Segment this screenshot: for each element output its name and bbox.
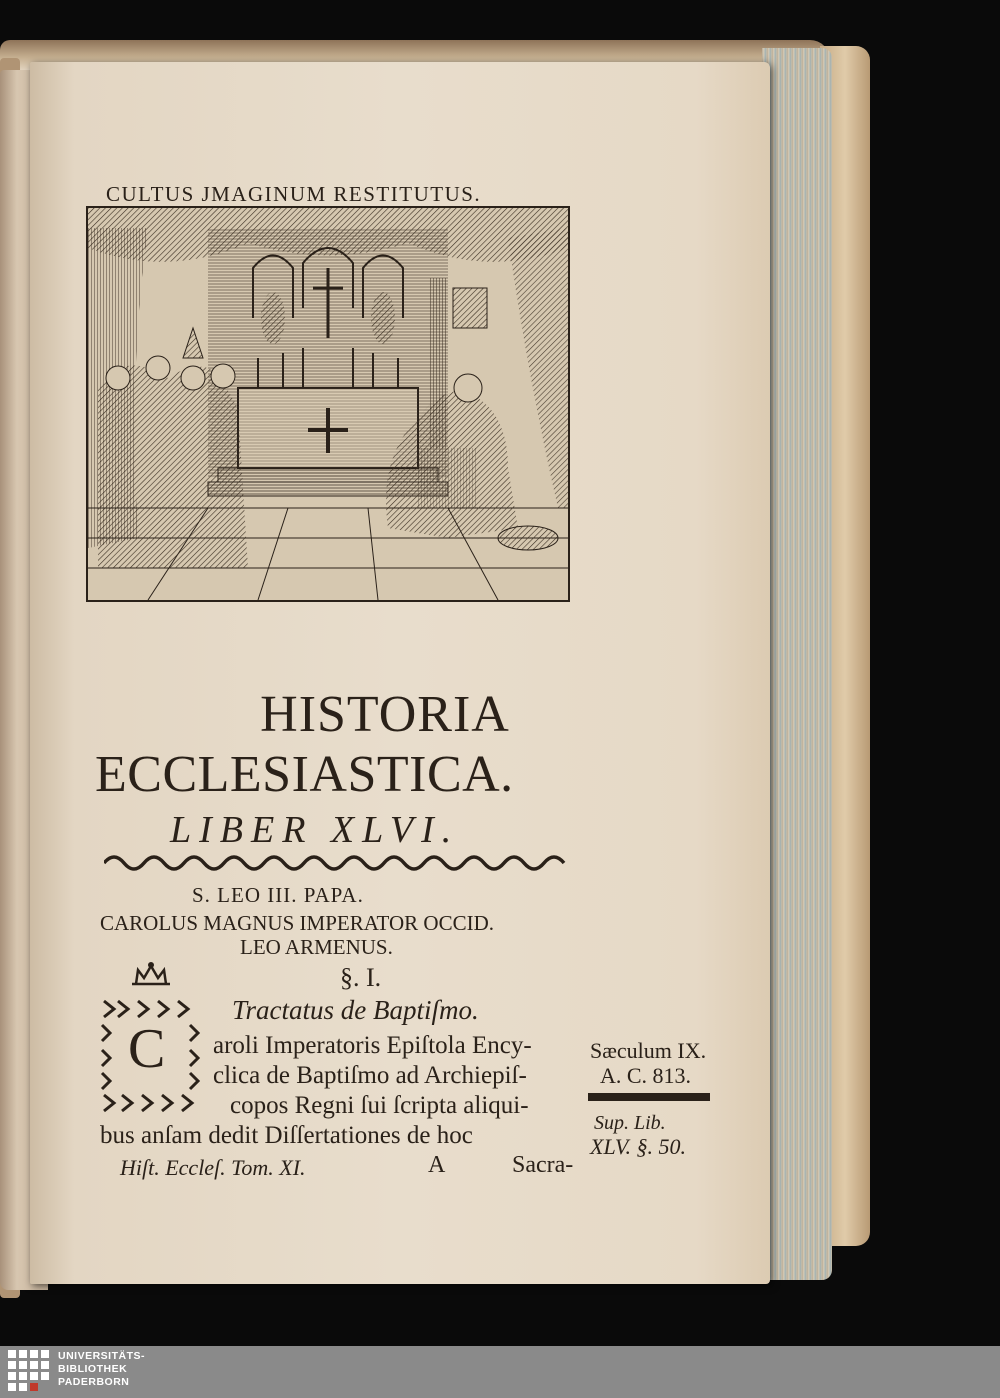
library-footer-bar (0, 1346, 1000, 1398)
catchword: Sacra- (512, 1152, 574, 1178)
library-name-line-1: UNIVERSITÄTS- (58, 1350, 146, 1362)
body-line-1: aroli Imperatoris Epiſtola Ency- (213, 1032, 532, 1059)
book-number: LIBER XLVI. (170, 809, 460, 851)
section-number: §. I. (340, 963, 382, 992)
margin-year: A. C. 813. (600, 1063, 692, 1088)
library-name (58, 1350, 145, 1389)
pope-line: S. LEO III. PAPA. (192, 883, 364, 907)
margin-rule (588, 1093, 710, 1101)
library-name-line-2: BIBLIOTHEK (58, 1363, 128, 1375)
body-line-2: clica de Baptiſmo ad Archiepiſ- (213, 1062, 527, 1089)
crown-ornament-icon (128, 960, 174, 990)
engraving-scene (88, 208, 568, 600)
body-line-4: bus anſam dedit Diſſertationes de hoc (100, 1122, 473, 1149)
margin-reference-1: Sup. Lib. (594, 1112, 666, 1134)
margin-century: Sæculum IX. (590, 1038, 707, 1063)
ornament-band (104, 852, 576, 874)
body-line-3: copos Regni ſui ſcripta aliqui- (230, 1092, 529, 1119)
leo-armenus-line: LEO ARMENUS. (240, 935, 393, 959)
library-logo-icon (8, 1350, 50, 1394)
section-title: Tractatus de Baptiſmo. (232, 995, 479, 1025)
title-historia: HISTORIA (260, 686, 510, 743)
margin-reference-2: XLV. §. 50. (590, 1134, 686, 1159)
emperor-line: CAROLUS MAGNUS IMPERATOR OCCID. (100, 911, 495, 935)
signature-mark: A (428, 1152, 446, 1178)
signature-title: Hiſt. Eccleſ. Tom. XI. (120, 1155, 306, 1180)
library-name-line-3: PADERBORN (58, 1376, 130, 1388)
engraving-illustration (86, 206, 570, 602)
drop-cap: C (128, 1018, 166, 1080)
engraving-caption: CULTUS JMAGINUM RESTITUTUS. (106, 182, 482, 206)
title-ecclesiastica: ECCLESIASTICA. (95, 746, 514, 803)
page-block-edges (762, 48, 832, 1280)
